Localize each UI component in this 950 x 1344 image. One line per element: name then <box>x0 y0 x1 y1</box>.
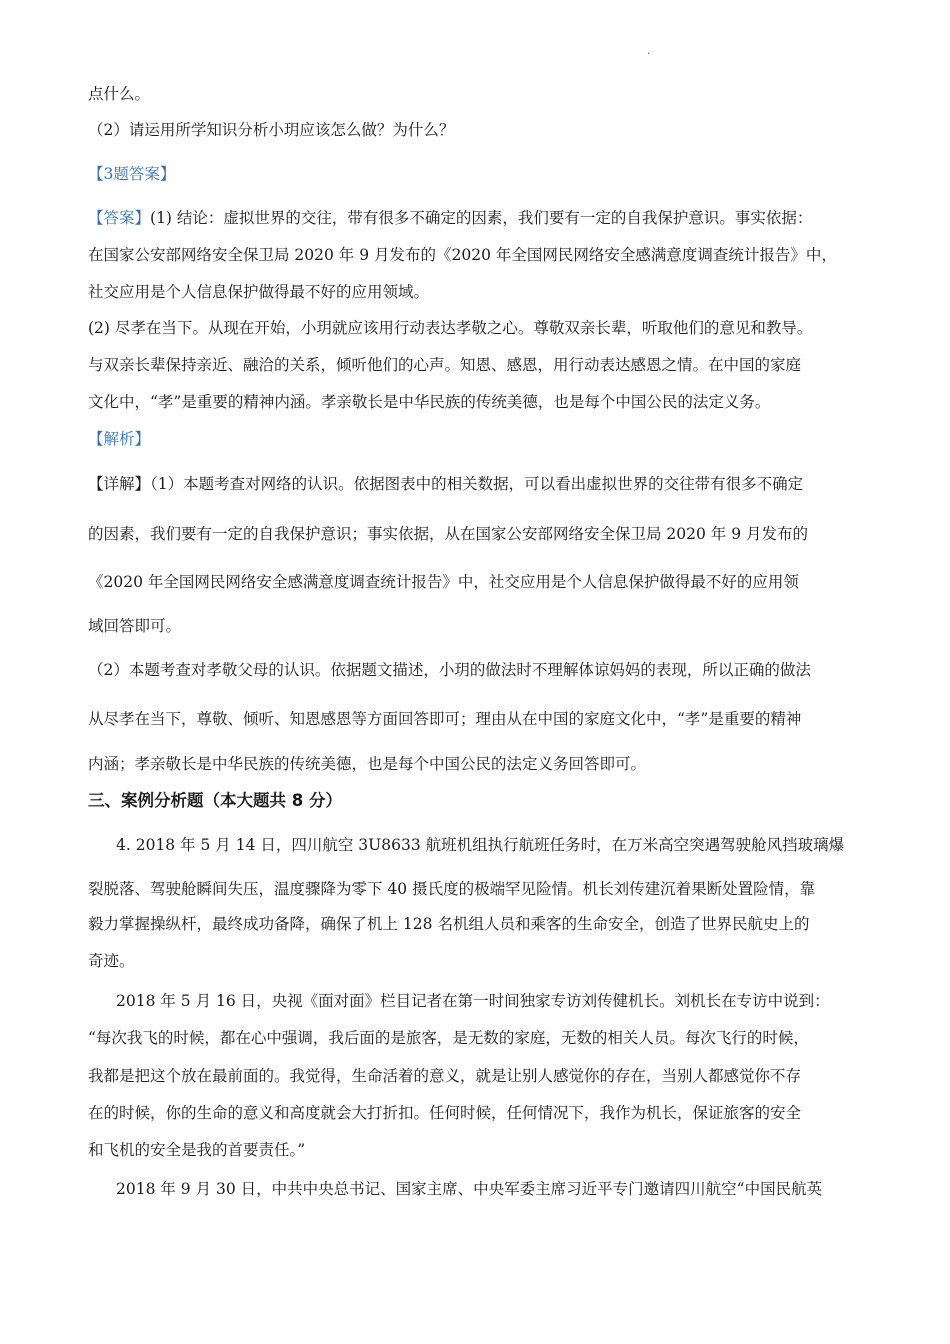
case-line: 2018 年 9 月 30 日，中共中央总书记、国家主席、中央军委主席习近平专门邀请四川航空“中国民航英 <box>116 1180 823 1198</box>
case-line: 在的时候，你的生命的意义和高度就会大打折扣。任何时候，任何情况下，我作为机长，保证旅客的安全 <box>88 1104 802 1122</box>
answer-line <box>88 208 878 228</box>
case-line: 裂脱落、驾驶舱瞬间失压，温度骤降为零下 40 摄氏度的极端罕见险情。机长刘传建沉着果断处置险情，靠 <box>88 880 816 898</box>
answer-tag: 【答案】 <box>88 209 151 227</box>
text-line: 文化中，“孝”是重要的精神内涵。孝亲敬长是中华民族的传统美德，也是每个中国公民的法定义务。 <box>88 393 771 411</box>
analysis-section-label: 【解析】 <box>88 430 151 448</box>
text-line: 社交应用是个人信息保护做得最不好的应用领域。 <box>88 283 430 301</box>
case-line: 2018 年 5 月 16 日，央视《面对面》栏目记者在第一时间独家专访刘传健机长。刘机长在专访中说到： <box>116 992 830 1010</box>
text-line: 在国家公安部网络安全保卫局 2020 年 9 月发布的《2020 年全国网民网络安全感满意度调查统计报告》中， <box>88 246 837 264</box>
case-line: “每次我飞的时候，都在心中强调，我后面的是旅客，是无数的家庭，无数的相关人员。每次飞行的时候， <box>88 1029 809 1047</box>
text-line: 内涵；孝亲敬长是中华民族的传统美德，也是每个中国公民的法定义务回答即可。 <box>88 755 647 773</box>
case-line: 和飞机的安全是我的首要责任。” <box>88 1141 306 1159</box>
section-heading: 三、案例分析题（本大题共 8 分） <box>88 791 342 810</box>
case-line: 毅力掌握操纵杆，最终成功备降，确保了机上 128 名机组人员和乘客的生命安全，创造了世界民航史上的 <box>88 915 810 933</box>
text-line: 从尽孝在当下，尊敬、倾听、知恩感恩等方面回答即可；理由从在中国的家庭文化中，“孝”是重要的精神 <box>88 710 802 728</box>
text-line: 《2020 年全国网民网络安全感满意度调查统计报告》中，社交应用是个人信息保护做得最不好的应用领 <box>88 573 799 591</box>
answer-section-label: 【3题答案】 <box>88 165 176 183</box>
case-line: 我都是把这个放在最前面的。我觉得，生命活着的意义，就是让别人感觉你的存在，当别人都感觉你不存 <box>88 1067 802 1085</box>
text-line: （2）本题考查对孝敬父母的认识。依据题文描述，小玥的做法时不理解体谅妈妈的表现，所以正确的做法 <box>88 661 811 679</box>
text-line: (2) 尽孝在当下。从现在开始，小玥就应该用行动表达孝敬之心。尊敬双亲长辈，听取他们的意见和教导。 <box>88 319 813 337</box>
text-line: 与双亲长辈保持亲近、融洽的关系，倾听他们的心声。知恩、感恩，用行动表达感恩之情。在中国的家庭 <box>88 356 802 374</box>
text-line: 域回答即可。 <box>88 617 182 635</box>
header-dot: . <box>647 46 651 57</box>
text-line: 的因素，我们要有一定的自我保护意识；事实依据，从在国家公安部网络安全保卫局 2020 年 9 月发布的 <box>88 525 809 543</box>
case-line: 4. 2018 年 5 月 14 日，四川航空 3U8633 航班机组执行航班任务时，在万米高空突遇驾驶舱风挡玻璃爆 <box>116 836 845 854</box>
text-line: 点什么。 <box>88 85 151 103</box>
case-line: 奇迹。 <box>88 952 135 970</box>
answer-text: (1) 结论：虚拟世界的交往，带有很多不确定的因素，我们要有一定的自我保护意识。事实依据： <box>150 209 813 227</box>
text-line: 【详解】（1）本题考查对网络的认识。依据图表中的相关数据，可以看出虚拟世界的交往带有很多不确定 <box>88 475 804 493</box>
question-line: （2）请运用所学知识分析小玥应该怎么做？为什么？ <box>88 121 455 139</box>
